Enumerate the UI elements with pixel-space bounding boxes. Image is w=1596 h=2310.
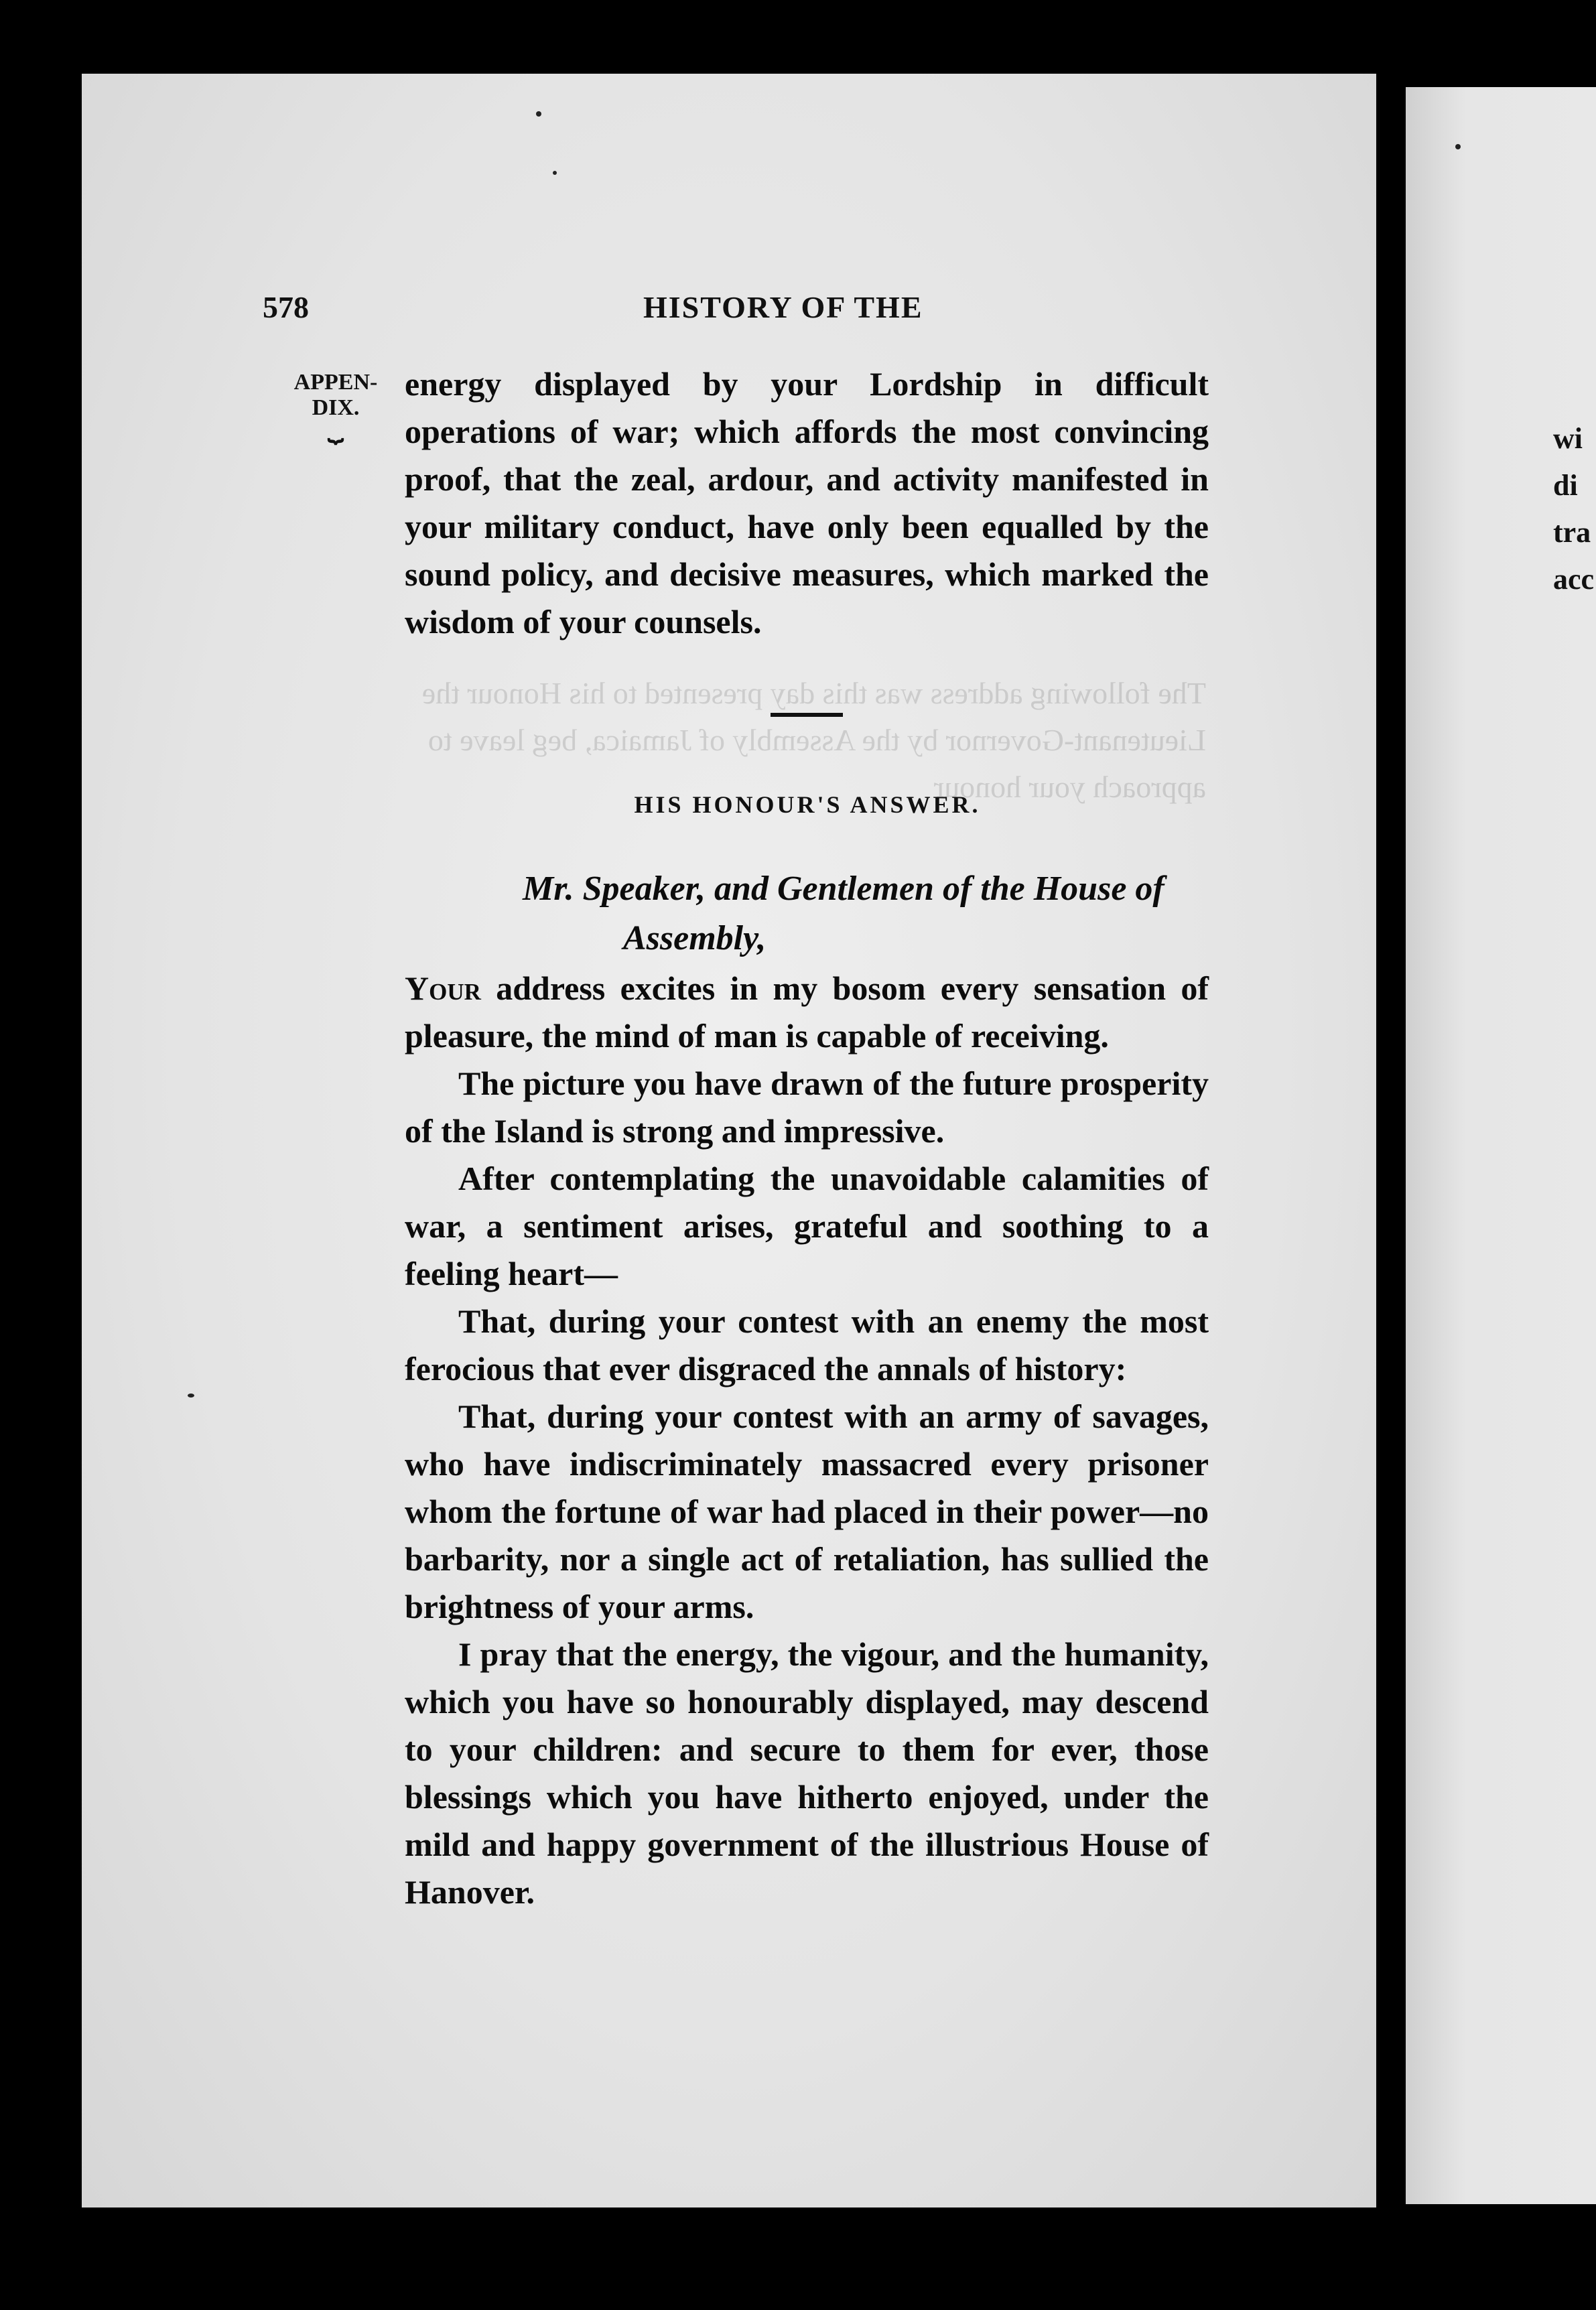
dust-speck [553, 171, 557, 175]
salutation [523, 864, 1213, 963]
section-heading: HIS HONOUR'S ANSWER. [634, 791, 981, 818]
paragraph-text: energy displayed by your Lordship in difficult operations of war; which affords the most convincing proof, that the zeal, ardour, and activity manifested in your military conduct, have only been equalled by the sound policy, and decisive measures, which marked the wisdom of your counsels. [405, 365, 1209, 640]
answer-paragraph-5: That, during your contest with an army of savages, who have indiscriminately massacred every prisoner whom the fortune of war had placed in their power—no barbarity, nor a single act of retaliation, has sullied the brightness of your arms. [405, 1398, 1209, 1625]
answer-paragraph-1 [405, 965, 1209, 1060]
answer-paragraph-2: The picture you have drawn of the future prosperity of the Island is strong and impressive. [405, 1065, 1209, 1150]
paragraph-continued [405, 360, 1209, 646]
section-divider [771, 713, 843, 717]
salutation-line1: Mr. Speaker, and Gentlemen of the House of [523, 870, 1165, 908]
margin-note-line1: APPEN- [293, 370, 378, 395]
margin-note [279, 370, 393, 442]
answer-text [405, 965, 1209, 1916]
salutation-line2: Assembly, [623, 919, 767, 957]
dust-speck [188, 1394, 194, 1398]
answer-paragraph-6: I pray that the energy, the vigour, and the humanity, which you have so honourably displayed, may descend to your children: and secure to them for ever, those blessings which you have hitherto enjoyed, under the mild and happy government of the illustrious House of Hanover. [405, 1635, 1209, 1911]
answer-paragraph-3: After contemplating the unavoidable calamities of war, a sentiment arises, grateful and soothing to a feeling heart— [405, 1160, 1209, 1292]
right-page-fragment: wi [1553, 422, 1583, 455]
dust-speck [1455, 144, 1461, 149]
show-through-text: The following address was this day presented to his Honour the Lieutenant-Governor by the Assembly of Jamaica, beg leave to approach your honour [421, 676, 1206, 804]
right-page-fragment: acc [1553, 563, 1595, 596]
brace-ornament: ⏟ [328, 412, 344, 442]
dust-speck [536, 111, 541, 117]
answer-paragraph-1-text: address excites in my bosom every sensation of pleasure, the mind of man is capable of receiving. [405, 969, 1209, 1055]
right-page-fragment: tra [1553, 516, 1591, 549]
book-gutter [1376, 74, 1406, 2218]
right-page [1406, 87, 1596, 2204]
opening-word: Your [405, 969, 481, 1007]
running-head: HISTORY OF THE [643, 290, 923, 324]
answer-paragraph-4: That, during your contest with an enemy the most ferocious that ever disgraced the annals of history: [405, 1302, 1209, 1387]
page-number: 578 [263, 290, 309, 324]
right-page-fragment: di [1553, 469, 1578, 502]
margin-note-line2: DIX. [312, 395, 360, 420]
